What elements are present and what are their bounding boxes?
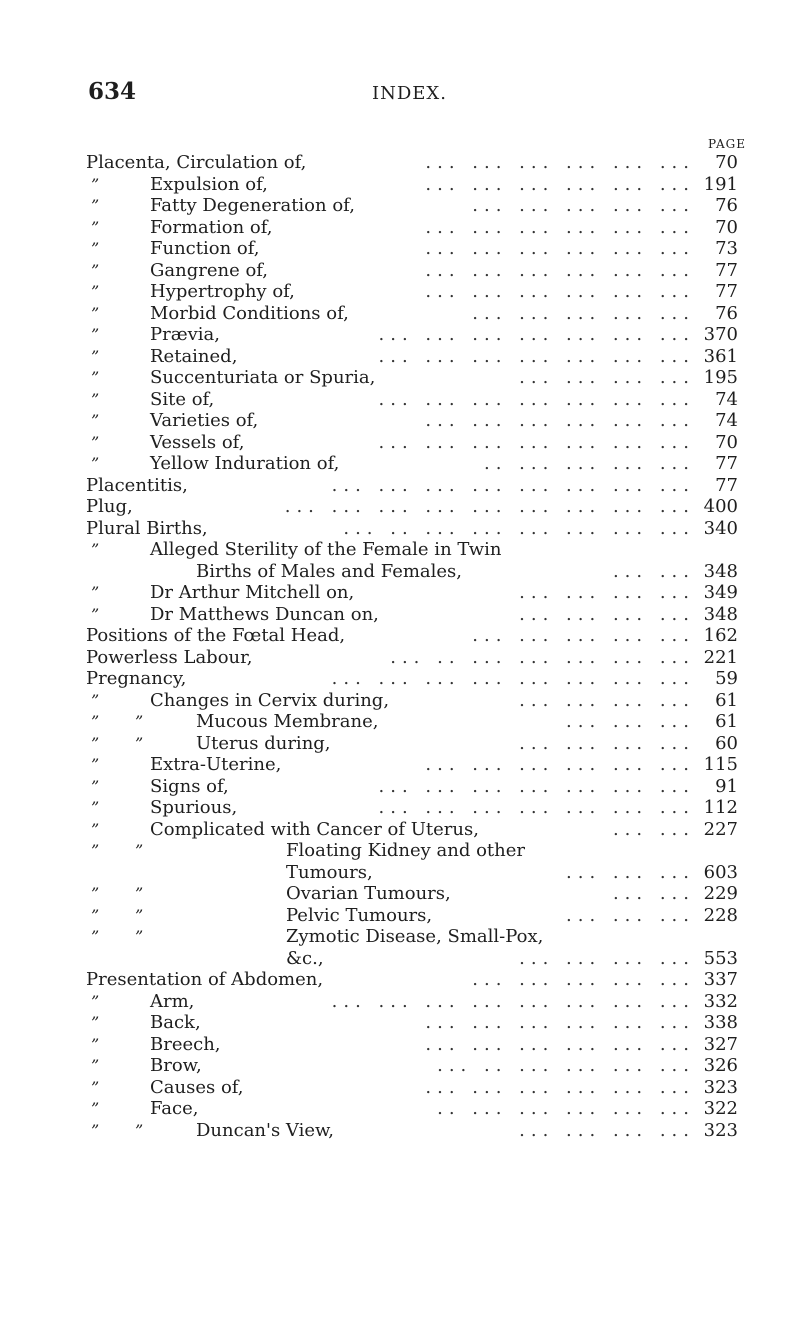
index-entry — [0, 647, 800, 669]
entry-page-number: 348 — [703, 560, 738, 582]
dot-leader: ... ... ... ... ... ... — [425, 410, 695, 431]
entry-page-number: 76 — [715, 302, 738, 324]
entry-term: Pelvic Tumours, — [286, 904, 433, 926]
entry-page-number: 227 — [703, 818, 738, 840]
ditto-mark: ” — [91, 196, 100, 215]
ditto-mark: ” — [91, 540, 100, 559]
ditto-mark: ” — [91, 346, 100, 366]
ditto-mark: ” — [91, 712, 100, 731]
ditto-mark: ” — [91, 927, 100, 946]
ditto-mark: ” — [91, 798, 100, 817]
index-entry — [0, 969, 800, 991]
entry-page-number: 338 — [703, 1012, 738, 1033]
index-entry — [0, 410, 800, 432]
entry-term: Uterus during, — [196, 732, 331, 754]
index-entry — [0, 625, 800, 647]
index-entry — [0, 776, 800, 798]
index-entry — [0, 797, 800, 819]
ditto-mark: ” — [91, 411, 100, 430]
dot-leader: ... ... ... ... ... ... — [425, 1012, 695, 1033]
dot-leader: ... ... ... ... ... ... ... — [378, 388, 695, 410]
index-entry — [0, 604, 800, 626]
entry-term: Zymotic Disease, Small-Pox, — [286, 926, 544, 947]
entry-page-number: 70 — [715, 216, 738, 238]
entry-term: Face, — [150, 1098, 199, 1119]
ditto-mark: ” — [91, 325, 100, 344]
dot-leader: ... ... ... ... — [519, 732, 695, 754]
dot-leader: ... ... ... ... ... ... — [425, 1076, 695, 1098]
dot-leader: ... ... ... ... ... ... ... — [378, 431, 695, 453]
index-entry — [0, 819, 800, 841]
index-entry — [0, 862, 800, 884]
dot-leader: ... ... ... ... — [519, 582, 695, 603]
ditto-mark: ” — [91, 1013, 100, 1032]
entry-page-number: 361 — [703, 345, 738, 367]
ditto-mark: ” — [91, 303, 100, 323]
dot-leader: ... ... — [612, 560, 695, 582]
running-title: INDEX. — [372, 83, 447, 104]
entry-page-number: 326 — [703, 1055, 738, 1076]
dot-leader: ... ... ... ... ... ... — [425, 173, 695, 195]
entry-term: Changes in Cervix during, — [150, 689, 390, 711]
entry-term: Dr Arthur Mitchell on, — [150, 582, 355, 603]
entry-page-number: 191 — [703, 173, 738, 195]
index-entry — [0, 1120, 800, 1142]
entry-term: Site of, — [150, 388, 215, 410]
entry-page-number: 323 — [703, 1119, 738, 1141]
dot-leader: ... ... ... ... ... ... ... — [378, 775, 695, 797]
dot-leader: .. ... ... ... ... ... — [437, 1098, 695, 1119]
index-entry — [0, 668, 800, 690]
dot-leader: ... ... ... ... — [519, 1119, 695, 1141]
ditto-mark: ” — [91, 454, 100, 473]
entry-term: Morbid Conditions of, — [150, 302, 349, 324]
ditto-mark: ” — [91, 282, 100, 301]
entry-page-number: 77 — [715, 474, 738, 496]
index-entry — [0, 883, 800, 905]
entry-page-number: 332 — [703, 990, 738, 1012]
entry-term: Signs of, — [150, 775, 229, 797]
index-entry — [0, 475, 800, 497]
dot-leader: ... ... ... ... ... ... — [425, 216, 695, 238]
entry-page-number: 73 — [715, 238, 738, 259]
index-entry — [0, 432, 800, 454]
entry-term: Powerless Labour, — [86, 646, 253, 668]
dot-leader: ... ... ... ... ... ... ... ... — [331, 990, 695, 1012]
entry-page-number: 70 — [715, 431, 738, 453]
entry-term: Duncan's View, — [196, 1119, 335, 1141]
entry-page-number: 76 — [715, 195, 738, 216]
index-entry — [0, 948, 800, 970]
index-entry — [0, 518, 800, 540]
entry-term: Placenta, Circulation of, — [86, 152, 307, 173]
dot-leader: ... ... ... — [566, 711, 695, 732]
entry-term: Formation of, — [150, 216, 273, 238]
entry-page-number: 349 — [703, 582, 738, 603]
entry-term: Plug, — [86, 496, 133, 517]
entry-page-number: 91 — [715, 775, 738, 797]
entry-term: Retained, — [150, 345, 238, 367]
entry-page-number: 70 — [715, 152, 738, 173]
index-entry — [0, 238, 800, 260]
entry-page-number: 400 — [703, 496, 738, 517]
entry-term: Gangrene of, — [150, 259, 269, 281]
entry-term: Tumours, — [286, 861, 373, 883]
dot-leader: ... ... ... ... ... ... ... — [378, 797, 695, 818]
ditto-mark: ” — [135, 712, 144, 731]
index-entry — [0, 281, 800, 303]
entry-term: Prævia, — [150, 324, 221, 345]
entry-term: Hypertrophy of, — [150, 281, 295, 302]
index-entry — [0, 195, 800, 217]
entry-term: Pregnancy, — [86, 668, 187, 689]
entry-term: Placentitis, — [86, 474, 188, 496]
dot-leader: ... .. ... ... ... ... — [437, 1055, 695, 1076]
entry-page-number: 74 — [715, 410, 738, 431]
index-entry — [0, 561, 800, 583]
index-entry — [0, 217, 800, 239]
dot-leader: ... ... ... ... ... ... — [425, 238, 695, 259]
entry-term: Plural Births, — [86, 517, 208, 539]
dot-leader: ... ... ... ... — [519, 689, 695, 711]
entry-page-number: 322 — [703, 1098, 738, 1119]
entry-term: Arm, — [150, 990, 195, 1012]
dot-leader: ... ... ... ... ... ... ... ... — [331, 668, 695, 689]
entry-page-number: 77 — [715, 259, 738, 281]
index-entry — [0, 733, 800, 755]
entry-page-number: 74 — [715, 388, 738, 410]
index-entry — [0, 1077, 800, 1099]
dot-leader: ... ... ... — [566, 904, 695, 926]
ditto-mark: ” — [91, 884, 100, 903]
entry-page-number: 61 — [715, 711, 738, 732]
entry-page-number: 77 — [715, 281, 738, 302]
entry-page-number: 195 — [703, 367, 738, 388]
entry-page-number: 327 — [703, 1033, 738, 1055]
index-entry — [0, 367, 800, 389]
entry-term: Births of Males and Females, — [196, 560, 463, 582]
ditto-mark: ” — [135, 927, 144, 946]
entry-term: Expulsion of, — [150, 173, 268, 195]
entry-page-number: 60 — [715, 732, 738, 754]
dot-leader: ... ... — [612, 818, 695, 840]
index-entry — [0, 690, 800, 712]
entry-term: Extra-Uterine, — [150, 754, 282, 775]
dot-leader: ... ... ... — [566, 861, 695, 883]
entry-page-number: 553 — [703, 947, 738, 969]
entry-term: Vessels of, — [150, 431, 245, 453]
entry-term: Dr Matthews Duncan on, — [150, 603, 379, 625]
entry-page-number: 162 — [703, 625, 738, 646]
page-number: 634 — [88, 78, 137, 105]
index-entry — [0, 711, 800, 733]
ditto-mark: ” — [91, 432, 100, 452]
dot-leader: .. ... ... ... ... — [484, 453, 695, 474]
ditto-mark: ” — [91, 690, 100, 710]
entry-term: Ovarian Tumours, — [286, 883, 451, 904]
dot-leader: ... ... ... ... ... ... — [425, 1033, 695, 1055]
ditto-mark: ” — [91, 841, 100, 860]
ditto-mark: ” — [91, 1099, 100, 1118]
dot-leader: ... ... ... ... ... ... ... ... — [331, 474, 695, 496]
entry-page-number: 229 — [703, 883, 738, 904]
index-entry — [0, 926, 800, 948]
entry-term: Floating Kidney and other — [286, 840, 525, 861]
entry-page-number: 61 — [715, 689, 738, 711]
entry-term: Causes of, — [150, 1076, 244, 1098]
dot-leader: ... ... ... ... ... ... ... — [378, 345, 695, 367]
ditto-mark: ” — [135, 1120, 144, 1140]
entry-page-number: 221 — [703, 646, 738, 668]
index-entry — [0, 840, 800, 862]
dot-leader: ... ... ... ... — [519, 603, 695, 625]
entry-page-number: 115 — [703, 754, 738, 775]
ditto-mark: ” — [91, 389, 100, 409]
ditto-mark: ” — [91, 819, 100, 839]
ditto-mark: ” — [135, 884, 144, 903]
dot-leader: ... ... ... ... ... ... ... — [378, 324, 695, 345]
entry-term: &c., — [286, 947, 324, 969]
dot-leader: ... ... ... ... ... — [472, 195, 695, 216]
entry-page-number: 228 — [703, 904, 738, 926]
entry-term: Brow, — [150, 1055, 202, 1076]
page-column-heading: PAGE — [708, 137, 746, 151]
index-entry — [0, 174, 800, 196]
ditto-mark: ” — [91, 1120, 100, 1140]
entry-term: Function of, — [150, 238, 260, 259]
dot-leader: ... ... ... ... ... ... — [425, 259, 695, 281]
ditto-mark: ” — [91, 583, 100, 602]
dot-leader: ... ... ... ... ... — [472, 302, 695, 324]
entry-term: Presentation of Abdomen, — [86, 969, 324, 990]
index-entry — [0, 324, 800, 346]
entry-page-number: 603 — [703, 861, 738, 883]
dot-leader: ... .. ... ... ... ... ... — [390, 646, 695, 668]
dot-leader: ... .. ... ... ... ... ... ... — [343, 517, 695, 539]
index-entry — [0, 1012, 800, 1034]
ditto-mark: ” — [91, 239, 100, 258]
entry-term: Spurious, — [150, 797, 238, 818]
ditto-mark: ” — [91, 217, 100, 237]
ditto-mark: ” — [91, 604, 100, 624]
ditto-mark: ” — [91, 776, 100, 796]
ditto-mark: ” — [91, 755, 100, 774]
dot-leader: ... ... ... ... ... ... — [425, 152, 695, 173]
entry-page-number: 112 — [703, 797, 738, 818]
entry-term: Varieties of, — [150, 410, 259, 431]
ditto-mark: ” — [91, 174, 100, 194]
ditto-mark: ” — [91, 1077, 100, 1097]
ditto-mark: ” — [91, 905, 100, 925]
entry-page-number: 323 — [703, 1076, 738, 1098]
entry-term: Succenturiata or Spuria, — [150, 367, 376, 388]
index-entry — [0, 303, 800, 325]
ditto-mark: ” — [91, 368, 100, 387]
ditto-mark: ” — [135, 841, 144, 860]
index-entry — [0, 346, 800, 368]
index-entry — [0, 1098, 800, 1120]
index-entry — [0, 453, 800, 475]
index-entries — [0, 152, 800, 1141]
index-entry — [0, 582, 800, 604]
index-entry — [0, 991, 800, 1013]
index-entry — [0, 1055, 800, 1077]
index-entry — [0, 905, 800, 927]
dot-leader: ... ... ... ... — [519, 367, 695, 388]
entry-page-number: 340 — [703, 517, 738, 539]
entry-page-number: 348 — [703, 603, 738, 625]
entry-page-number: 337 — [703, 969, 738, 990]
index-entry — [0, 1034, 800, 1056]
dot-leader: ... ... ... ... — [519, 947, 695, 969]
dot-leader: ... ... ... ... ... ... ... ... ... — [284, 496, 695, 517]
entry-term: Mucous Membrane, — [196, 711, 379, 732]
entry-page-number: 59 — [715, 668, 738, 689]
index-entry — [0, 260, 800, 282]
entry-term: Breech, — [150, 1033, 221, 1055]
index-entry — [0, 496, 800, 518]
entry-term: Alleged Sterility of the Female in Twin — [150, 539, 502, 560]
entry-term: Complicated with Cancer of Uterus, — [150, 818, 479, 840]
entry-page-number: 370 — [703, 324, 738, 345]
dot-leader: ... ... ... ... ... ... — [425, 754, 695, 775]
index-entry — [0, 754, 800, 776]
index-entry — [0, 152, 800, 174]
dot-leader: ... ... ... ... ... — [472, 625, 695, 646]
dot-leader: ... ... ... ... ... ... — [425, 281, 695, 302]
entry-term: Positions of the Fœtal Head, — [86, 625, 346, 646]
entry-term: Back, — [150, 1012, 201, 1033]
ditto-mark: ” — [135, 905, 144, 925]
ditto-mark: ” — [91, 733, 100, 753]
ditto-mark: ” — [91, 260, 100, 280]
ditto-mark: ” — [91, 991, 100, 1011]
entry-page-number: 77 — [715, 453, 738, 474]
dot-leader: ... ... — [612, 883, 695, 904]
ditto-mark: ” — [91, 1034, 100, 1054]
ditto-mark: ” — [135, 733, 144, 753]
index-entry — [0, 389, 800, 411]
dot-leader: ... ... ... ... ... — [472, 969, 695, 990]
index-entry — [0, 539, 800, 561]
ditto-mark: ” — [91, 1056, 100, 1075]
entry-term: Yellow Induration of, — [150, 453, 340, 474]
entry-term: Fatty Degeneration of, — [150, 195, 355, 216]
